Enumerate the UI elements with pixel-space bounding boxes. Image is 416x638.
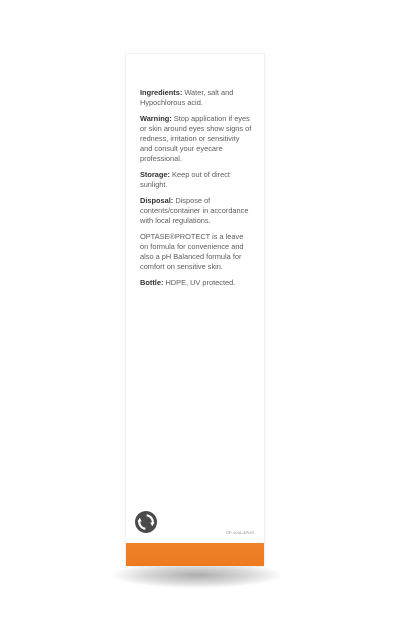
- orange-band: [126, 543, 264, 566]
- panel-text: [140, 88, 252, 294]
- storage-paragraph: [140, 170, 252, 190]
- ingredients-label: Ingredients:: [140, 88, 183, 97]
- bottle-text: HDPE, UV protected.: [163, 278, 236, 287]
- storage-label: Storage:: [140, 170, 170, 179]
- disposal-paragraph: [140, 196, 252, 226]
- bottle-paragraph: [140, 278, 252, 288]
- ingredients-text: Water, salt and Hypochlorous acid.: [140, 88, 234, 107]
- storage-text: Keep out of direct sunlight.: [140, 170, 230, 189]
- recycle-icon: [134, 510, 158, 534]
- product-description-paragraph: [140, 232, 252, 272]
- disposal-text: Dispose of contents/container in accordance with local regulations.: [140, 196, 249, 225]
- warning-text: Stop application if eyes or skin around eyes show signs of redness, irritation or sensitivity and consult your eyecare professional.: [140, 114, 252, 163]
- warning-paragraph: [140, 114, 252, 164]
- product-box-side-panel: [126, 54, 264, 566]
- product-description-text: OPTASE®PROTECT is a leave on formula for convenience and also a pH Balanced formula for comfort on sensitive skin.: [140, 232, 244, 271]
- bottle-label: Bottle:: [140, 278, 164, 287]
- product-code: OP-10IA-3PUS: [225, 530, 254, 535]
- warning-label: Warning:: [140, 114, 172, 123]
- disposal-label: Disposal:: [140, 196, 174, 205]
- ingredients-paragraph: [140, 88, 252, 108]
